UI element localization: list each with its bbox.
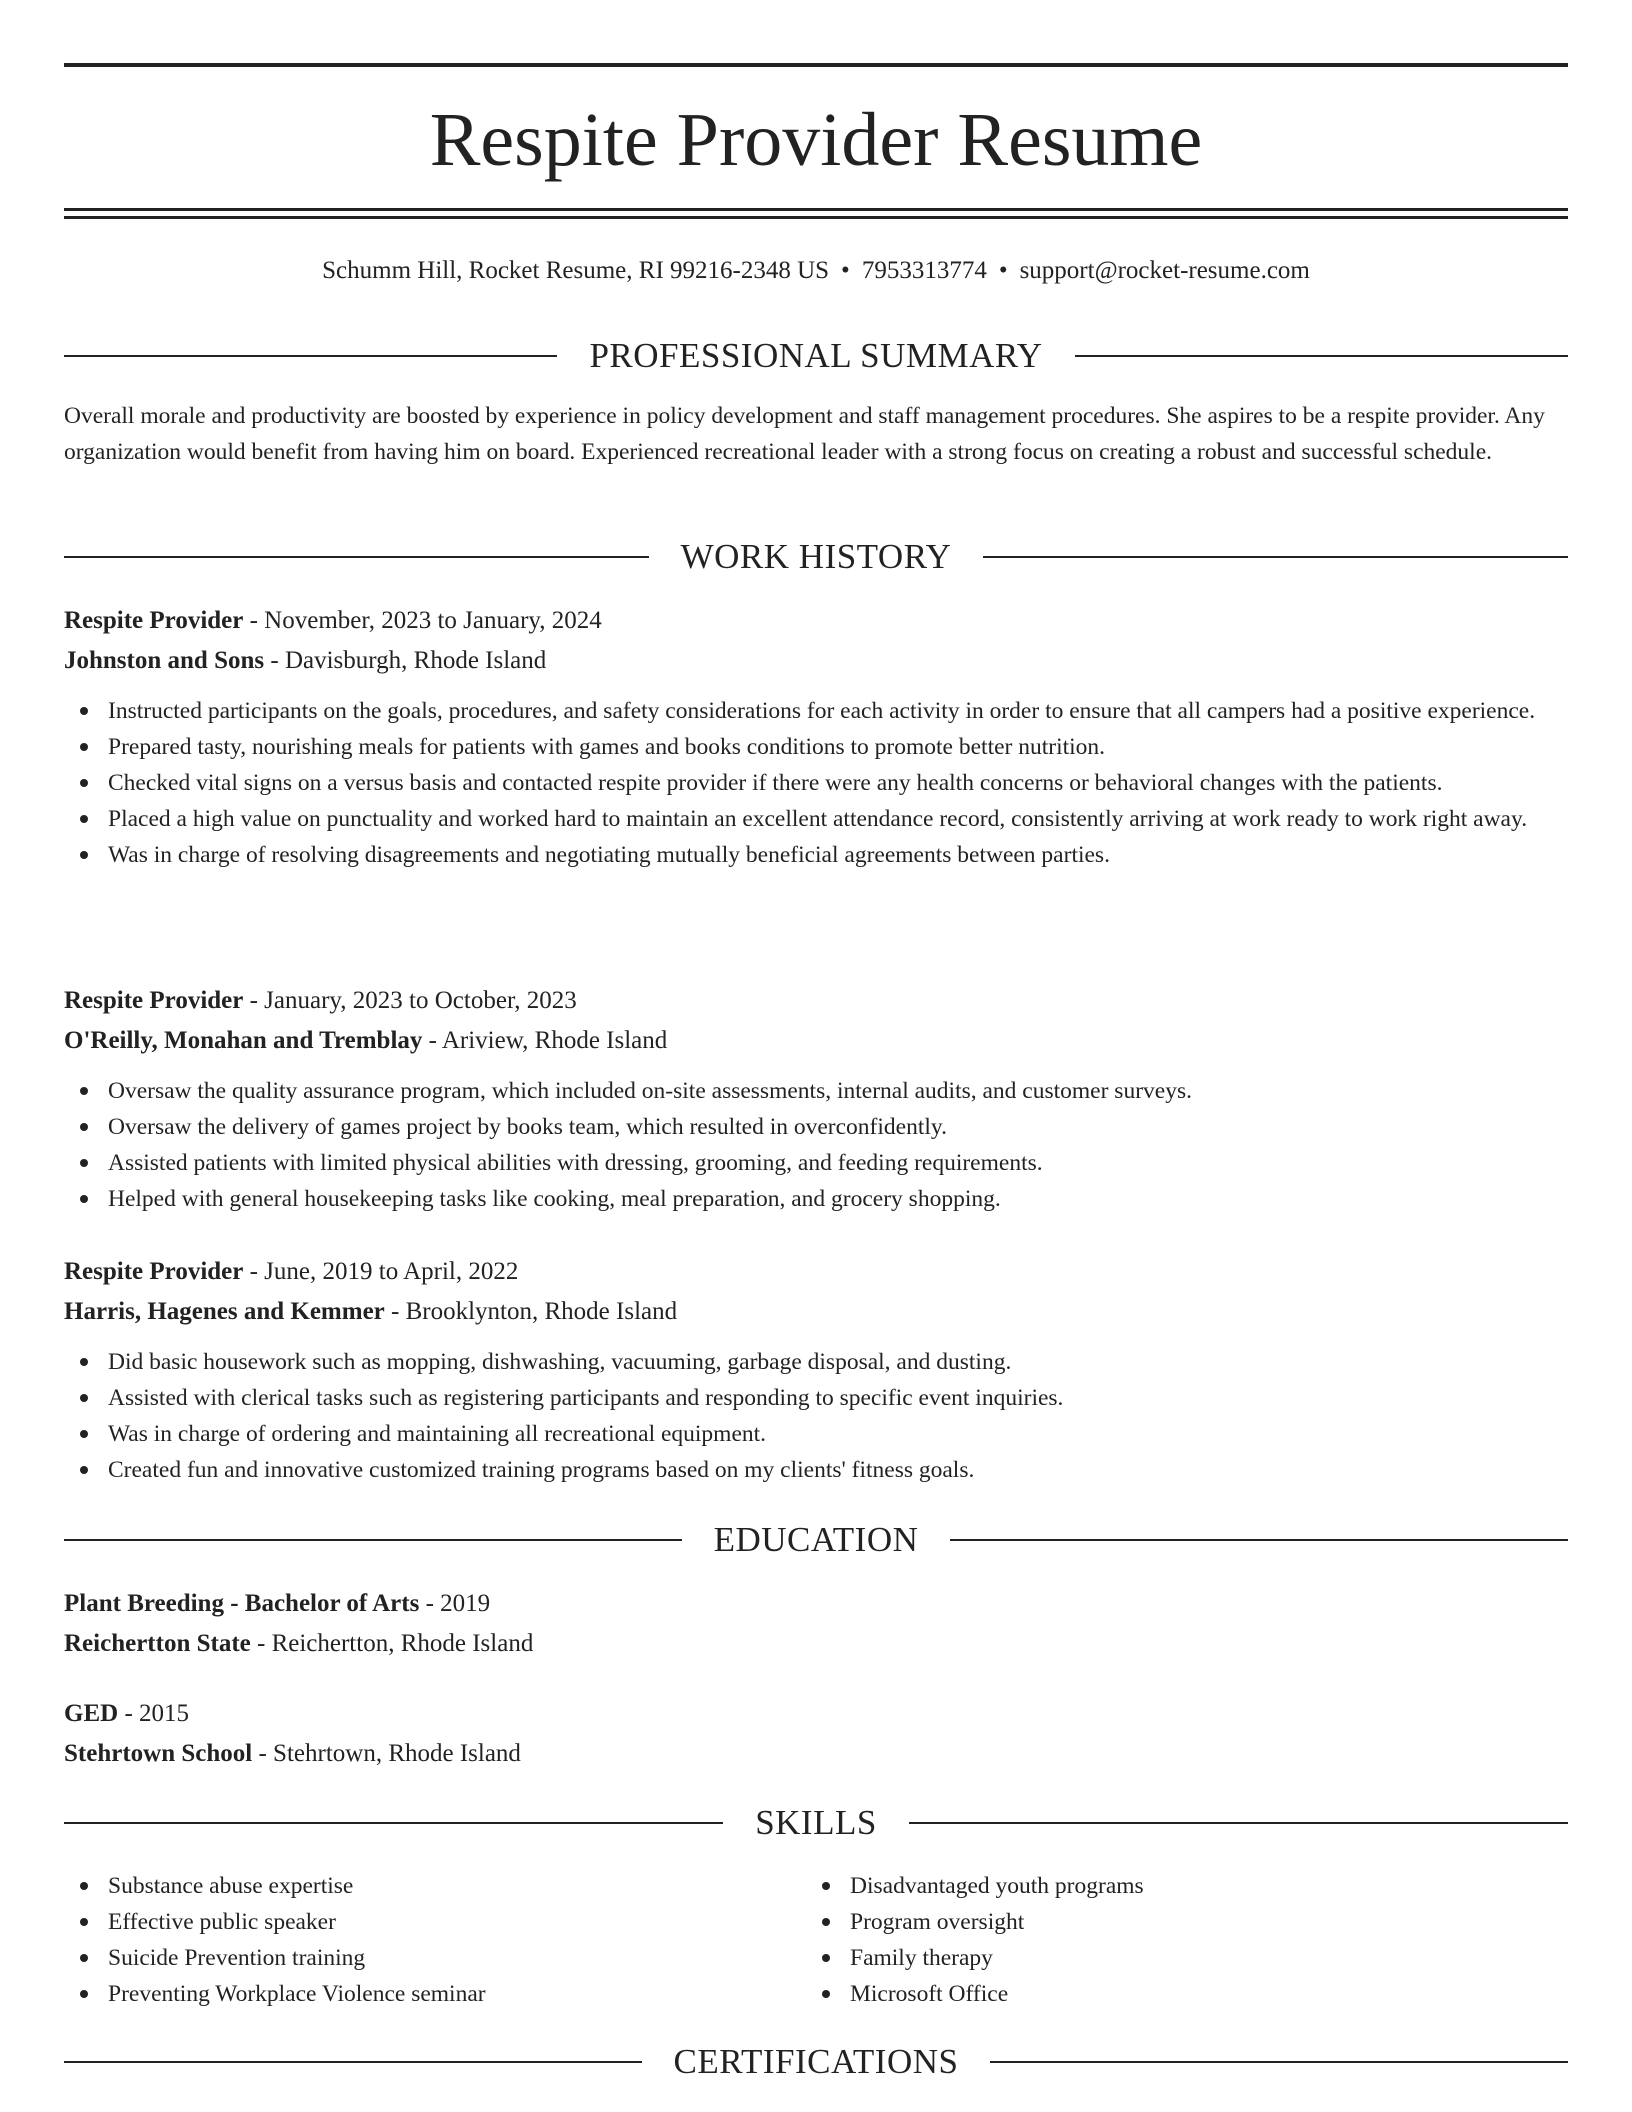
list-item: Oversaw the quality assurance program, which included on-site assessments, internal audits, and customer surveys. [64, 1073, 1568, 1109]
job-dates: - November, 2023 to January, 2024 [243, 607, 602, 634]
heading-rule-left [64, 355, 557, 357]
section-heading-label: CERTIFICATIONS [673, 2042, 959, 2081]
skills-list-left [64, 1868, 764, 2012]
title-double-rule-lower [64, 216, 1568, 219]
list-item: Instructed participants on the goals, procedures, and safety considerations for each activity in order to ensure that all campers had a positive experience. [64, 693, 1568, 729]
section-heading-education [64, 1518, 1568, 1562]
job-title: Respite Provider [64, 1258, 244, 1285]
skill-item: Substance abuse expertise [64, 1868, 764, 1904]
summary-text: Overall morale and productivity are boosted by experience in policy development and staff management procedures. She aspires to be a respite provider. Any organization would benefit from having him on board. Experienced recreational leader with a strong focus on creating a robust and successful schedule. [64, 403, 1545, 465]
job-location: - Brooklynton, Rhode Island [384, 1298, 678, 1325]
heading-rule-right [909, 1822, 1568, 1824]
section-heading-label: SKILLS [755, 1803, 877, 1842]
education-school: Reichertton State [64, 1630, 251, 1657]
skill-item: Microsoft Office [806, 1976, 1506, 2012]
list-item: Placed a high value on punctuality and worked hard to maintain an excellent attendance record, consistently arriving at work ready to work right away. [64, 801, 1568, 837]
job-company: Harris, Hagenes and Kemmer [64, 1298, 385, 1325]
skill-item: Suicide Prevention training [64, 1940, 764, 1976]
education-school-line [64, 1624, 1568, 1664]
job-company-line [64, 641, 1568, 681]
job-dates: - June, 2019 to April, 2022 [243, 1258, 519, 1285]
education-degree-line [64, 1584, 1568, 1624]
education-entry [64, 1694, 1568, 1774]
heading-rule-left [64, 1539, 682, 1541]
skill-item: Family therapy [806, 1940, 1506, 1976]
list-item: Was in charge of resolving disagreements and negotiating mutually beneficial agreements between parties. [64, 837, 1568, 873]
list-item: Helped with general housekeeping tasks like cooking, meal preparation, and grocery shopping. [64, 1181, 1568, 1217]
job-title-line [64, 601, 1568, 641]
job-title: Respite Provider [64, 607, 244, 634]
education-year: - 2019 [419, 1590, 491, 1617]
education-location: - Stehrtown, Rhode Island [252, 1740, 521, 1767]
job-entry [64, 981, 1568, 1217]
job-company: Johnston and Sons [64, 647, 265, 674]
section-heading-label: WORK HISTORY [680, 537, 952, 576]
job-title-line [64, 1252, 1568, 1292]
job-bullets [64, 1344, 1568, 1488]
contact-email[interactable]: support@rocket-resume.com [1019, 257, 1310, 284]
top-rule [64, 63, 1568, 67]
education-school-line [64, 1734, 1568, 1774]
skills-column-left [64, 1868, 764, 2012]
job-company-line [64, 1021, 1568, 1061]
job-bullets [64, 1073, 1568, 1217]
skill-item: Program oversight [806, 1904, 1506, 1940]
heading-rule-right [950, 1539, 1568, 1541]
job-entry [64, 601, 1568, 873]
section-heading-summary [64, 334, 1568, 378]
list-item: Created fun and innovative customized training programs based on my clients' fitness goals. [64, 1452, 1568, 1488]
section-heading-label: PROFESSIONAL SUMMARY [589, 336, 1043, 375]
heading-rule-left [64, 1822, 723, 1824]
contact-line [64, 254, 1568, 288]
job-location: - Davisburgh, Rhode Island [264, 647, 547, 674]
job-entry [64, 1252, 1568, 1488]
contact-separator: • [841, 257, 850, 284]
education-school: Stehrtown School [64, 1740, 253, 1767]
education-year: - 2015 [118, 1700, 190, 1727]
job-location: - Ariview, Rhode Island [422, 1027, 668, 1054]
skills-list-right [806, 1868, 1506, 2012]
skill-item: Preventing Workplace Violence seminar [64, 1976, 764, 2012]
list-item: Assisted with clerical tasks such as registering participants and responding to specific event inquiries. [64, 1380, 1568, 1416]
job-company: O'Reilly, Monahan and Tremblay [64, 1027, 423, 1054]
education-degree: Plant Breeding - Bachelor of Arts [64, 1590, 420, 1617]
list-item: Assisted patients with limited physical abilities with dressing, grooming, and feeding requirements. [64, 1145, 1568, 1181]
list-item: Did basic housework such as mopping, dishwashing, vacuuming, garbage disposal, and dusting. [64, 1344, 1568, 1380]
heading-rule-left [64, 2061, 642, 2063]
education-location: - Reichertton, Rhode Island [250, 1630, 534, 1657]
contact-separator: • [998, 257, 1008, 284]
skill-item: Disadvantaged youth programs [806, 1868, 1506, 1904]
title-double-rule-upper [64, 208, 1568, 211]
section-heading-skills [64, 1801, 1568, 1845]
heading-rule-right [1075, 355, 1568, 357]
list-item: Oversaw the delivery of games project by books team, which resulted in overconfidently. [64, 1109, 1568, 1145]
job-title-line [64, 981, 1568, 1021]
heading-rule-right [983, 556, 1568, 558]
list-item: Prepared tasty, nourishing meals for patients with games and books conditions to promote better nutrition. [64, 729, 1568, 765]
contact-phone: 7953313774 [861, 257, 987, 284]
heading-rule-right [990, 2061, 1568, 2063]
job-title: Respite Provider [64, 987, 244, 1014]
section-heading-certifications [64, 2040, 1568, 2084]
section-heading-work-history [64, 535, 1568, 579]
job-company-line [64, 1292, 1568, 1332]
education-entry [64, 1584, 1568, 1664]
list-item: Checked vital signs on a versus basis and contacted respite provider if there were any health concerns or behavioral changes with the patients. [64, 765, 1568, 801]
resume-title: Respite Provider Resume [429, 98, 1203, 182]
education-degree-line [64, 1694, 1568, 1734]
list-item: Was in charge of ordering and maintaining all recreational equipment. [64, 1416, 1568, 1452]
section-heading-label: EDUCATION [713, 1520, 919, 1559]
job-bullets [64, 693, 1568, 873]
skill-item: Effective public speaker [64, 1904, 764, 1940]
job-dates: - January, 2023 to October, 2023 [243, 987, 577, 1014]
education-degree: GED [64, 1700, 119, 1727]
contact-address: Schumm Hill, Rocket Resume, RI 99216-2348 US [322, 257, 830, 284]
skills-column-right [806, 1868, 1506, 2012]
heading-rule-left [64, 556, 649, 558]
